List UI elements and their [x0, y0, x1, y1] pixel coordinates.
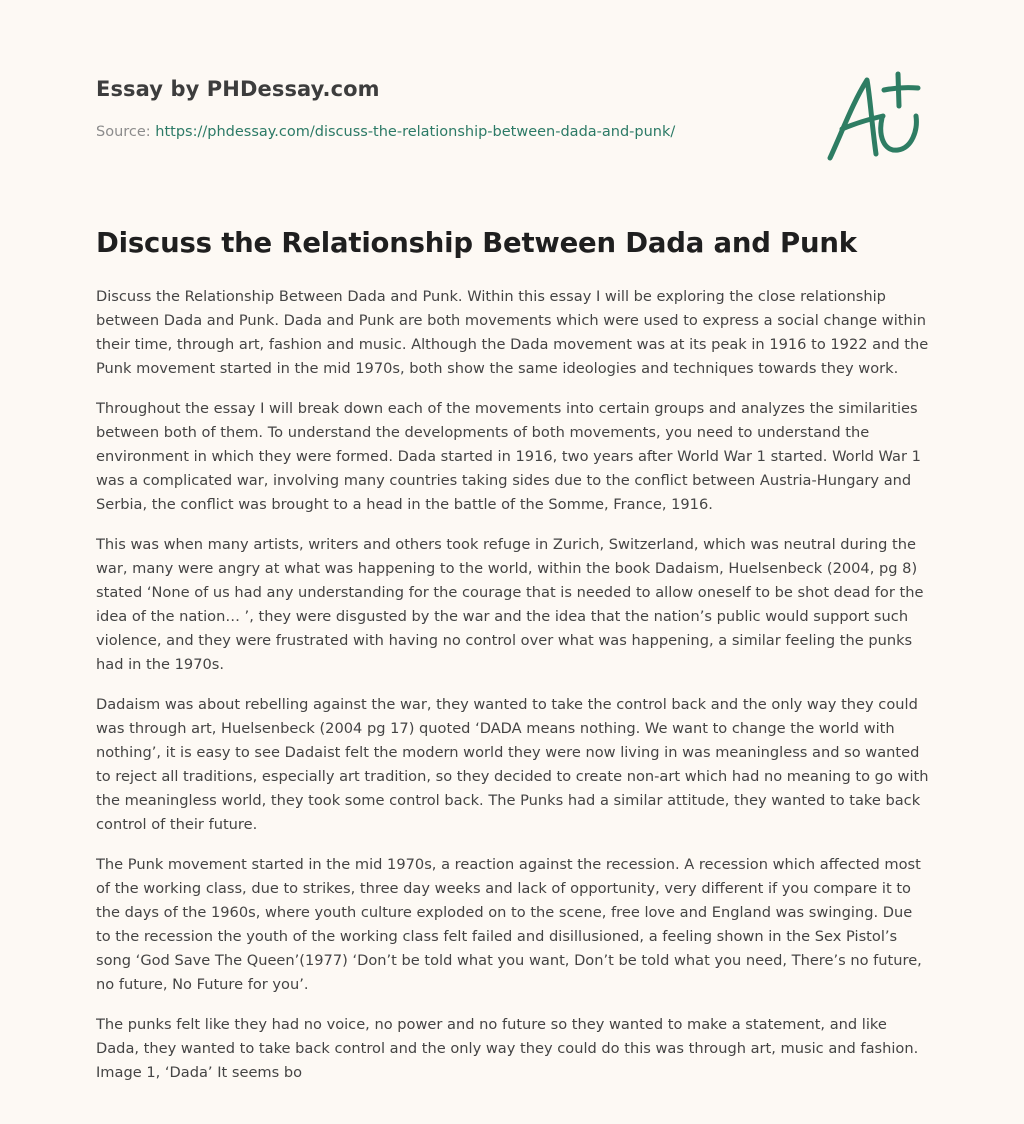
essay-title: Discuss the Relationship Between Dada and Punk	[96, 227, 857, 259]
essay-paragraph: Discuss the Relationship Between Dada and Punk. Within this essay I will be exploring the close relationship between Dada and Punk. Dada and Punk are both movements which were used to express a social change within their time, through art, fashion and music. Although the Dada movement was at its peak in 1916 to 1922 and the Punk movement started in the mid 1970s, both show the same ideologies and techniques towards they work.	[96, 288, 929, 377]
essay-paragraph: The punks felt like they had no voice, no power and no future so they wanted to make a statement, and like Dada, they wanted to take back control and the only way they could do this was through art, music and fashion. Image 1, ‘Dada’ It seems bo	[96, 1016, 919, 1081]
essay-paragraph: The Punk movement started in the mid 1970s, a reaction against the recession. A recession which affected most of the working class, due to strikes, three day weeks and lack of opportunity, very different if you compare it to the days of the 1960s, where youth culture exploded on to the scene, free love and England was swinging. Due to the recession the youth of the working class felt failed and disillusioned, a feeling shown in the Sex Pistol’s song ‘God Save The Queen’(1977) ‘Don’t be told what you want, Don’t be told what you need, There’s no future, no future, No Future for you’.	[96, 856, 922, 993]
source-link[interactable]: https://phdessay.com/discuss-the-relationship-between-dada-and-punk/	[155, 124, 676, 140]
essay-paragraph: Dadaism was about rebelling against the war, they wanted to take the control back and the only way they could was through art, Huelsenbeck (2004 pg 17) quoted ‘DADA means nothing. We want to change the world with nothing’, it is easy to see Dadaist felt the modern world they were now living in was meaningless and so wanted to reject all traditions, especially art tradition, so they decided to create non-art which had no meaning to go with the meaningless world, they took some control back. The Punks had a similar attitude, they wanted to take back control of their future.	[96, 696, 929, 833]
essay-body	[96, 285, 930, 1108]
source-line	[96, 124, 675, 140]
essay-paragraph: This was when many artists, writers and others took refuge in Zurich, Switzerland, which was neutral during the war, many were angry at what was happening to the world, within the book Dadaism, Huelsenbeck (2004, pg 8) stated ‘None of us had any understanding for the courage that is needed to allow oneself to be shot dead for the idea of the nation… ’, they were disgusted by the war and the idea that the nation’s public would support such violence, and they were frustrated with having no control over what was happening, a similar feeling the punks had in the 1970s.	[96, 536, 924, 673]
essay-paragraph: Throughout the essay I will break down each of the movements into certain groups and analyzes the similarities between both of them. To understand the developments of both movements, you need to understand the environment in which they were formed. Dada started in 1916, two years after World War 1 started. World War 1 was a complicated war, involving many countries taking sides due to the conflict between Austria-Hungary and Serbia, the conflict was brought to a head in the battle of the Somme, France, 1916.	[96, 400, 921, 513]
a-plus-grade-icon	[820, 66, 930, 166]
source-label: Source:	[96, 124, 151, 140]
site-title: Essay by PHDessay.com	[96, 77, 380, 101]
